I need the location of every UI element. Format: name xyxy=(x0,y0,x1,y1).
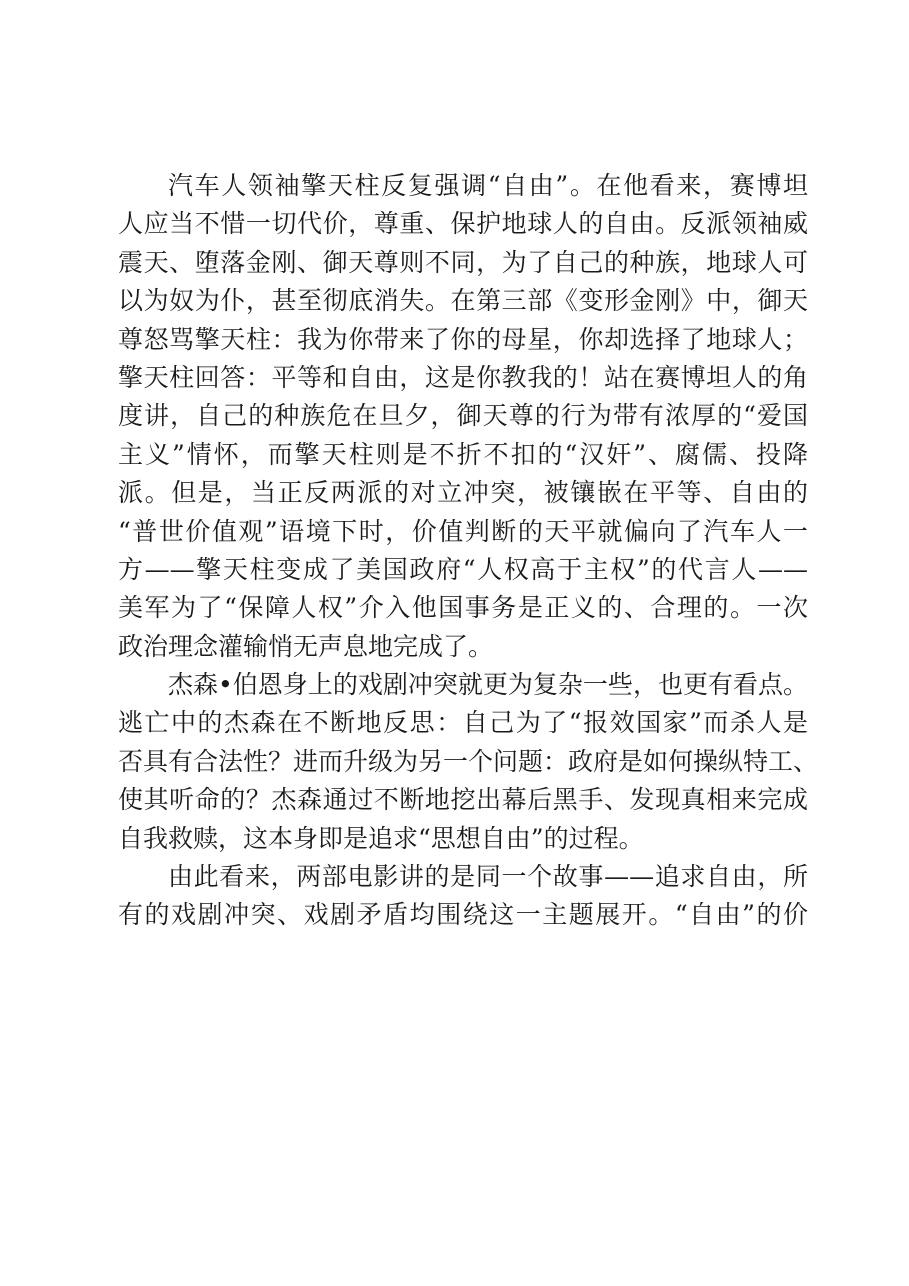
text-line: 有的戏剧冲突、戏剧矛盾均围绕这一主题展开。“自由”的价 xyxy=(118,900,808,930)
text-line: 政治理念灌输悄无声息地完成了。 xyxy=(118,631,494,661)
text-line: 震天、堕落金刚、御天尊则不同，为了自己的种族，地球人可 xyxy=(118,247,808,277)
text-line: 主义”情怀，而擎天柱则是不折不扣的“汉奸”、腐儒、投降 xyxy=(118,439,808,469)
paragraph-2 xyxy=(118,666,819,858)
article-body xyxy=(118,167,819,935)
text-line: 逃亡中的杰森在不断地反思：自己为了“报效国家”而杀人是 xyxy=(118,708,808,738)
text-line: 汽车人领袖擎天柱反复强调“自由”。在他看来，赛博坦 xyxy=(168,171,808,200)
text-line: “普世价值观”语境下时，价值判断的天平就偏向了汽车人一 xyxy=(118,516,808,546)
text-line: 方——擎天柱变成了美国政府“人权高于主权”的代言人—— xyxy=(118,554,808,584)
text-line: 度讲，自己的种族危在旦夕，御天尊的行为带有浓厚的“爱国 xyxy=(118,401,808,431)
text-line: 以为奴为仆，甚至彻底消失。在第三部《变形金刚》中，御天 xyxy=(118,286,808,316)
text-line: 美军为了“保障人权”介入他国事务是正义的、合理的。一次 xyxy=(118,593,808,623)
paragraph-3 xyxy=(118,858,808,935)
text-line: 派。但是，当正反两派的对立冲突，被镶嵌在平等、自由的 xyxy=(118,478,808,508)
text-line: 由此看来，两部电影讲的是同一个故事——追求自由，所 xyxy=(168,862,808,892)
text-line: 使其听命的？杰森通过不断地挖出幕后黑手、发现真相来完成 xyxy=(118,785,808,815)
text-line: 自我救赎，这本身即是追求“思想自由”的过程。 xyxy=(118,823,644,853)
text-line: 杰森•伯恩身上的戏剧冲突就更为复杂一些，也更有看点。 xyxy=(168,670,808,700)
paragraph-1 xyxy=(118,167,808,666)
text-line: 擎天柱回答：平等和自由，这是你教我的！站在赛博坦人的角 xyxy=(118,362,808,392)
text-line: 尊怒骂擎天柱：我为你带来了你的母星，你却选择了地球人； xyxy=(118,324,808,354)
text-line: 否具有合法性？进而升级为另一个问题：政府是如何操纵特工、 xyxy=(118,746,819,776)
text-line: 人应当不惜一切代价，尊重、保护地球人的自由。反派领袖威 xyxy=(118,209,808,239)
